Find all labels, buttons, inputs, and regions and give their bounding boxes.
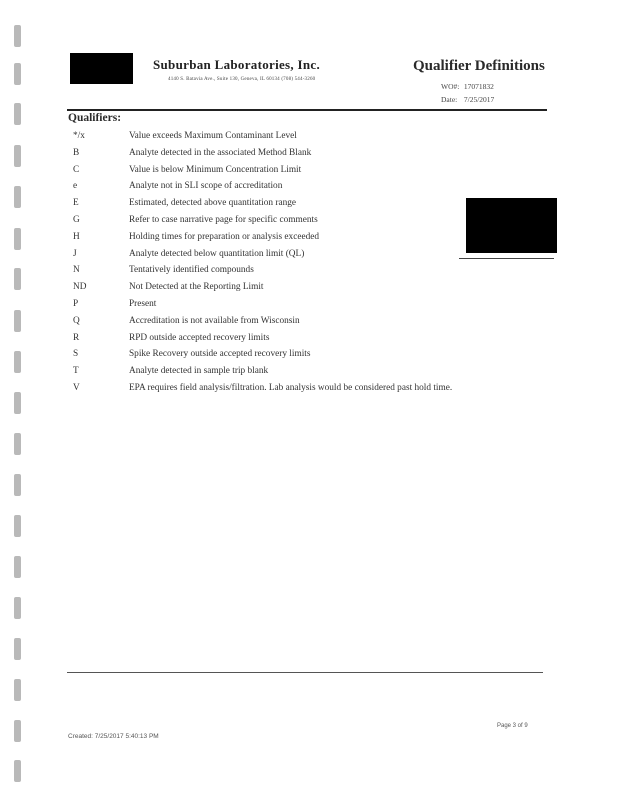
qualifier-definition: Present bbox=[129, 298, 157, 309]
signature-line bbox=[459, 258, 554, 259]
qualifier-code: G bbox=[73, 214, 80, 225]
qualifier-definition: Analyte detected in the associated Method Blank bbox=[129, 147, 312, 158]
qualifier-list bbox=[0, 131, 618, 400]
qualifier-row bbox=[0, 181, 618, 198]
logo-redaction bbox=[70, 53, 133, 84]
qualifier-code: E bbox=[73, 198, 79, 209]
qualifier-definition: Estimated, detected above quantitation range bbox=[129, 198, 297, 209]
qualifier-definition: EPA requires field analysis/filtration. Lab analysis would be considered past hold time. bbox=[129, 382, 453, 393]
qualifier-code: C bbox=[73, 164, 80, 175]
edge-mark bbox=[14, 760, 21, 782]
qualifier-definition: Value exceeds Maximum Contaminant Level bbox=[129, 131, 297, 141]
report-date bbox=[441, 95, 494, 104]
edge-mark bbox=[14, 63, 21, 85]
edge-mark bbox=[14, 433, 21, 455]
qualifier-row bbox=[0, 366, 618, 383]
qualifier-row bbox=[0, 165, 618, 182]
work-order bbox=[441, 82, 494, 91]
qualifier-code: N bbox=[73, 265, 80, 276]
qualifier-row bbox=[0, 299, 618, 316]
work-order-value: 17071832 bbox=[463, 82, 494, 91]
qualifier-row bbox=[0, 265, 618, 282]
qualifier-definition: Tentatively identified compounds bbox=[129, 265, 254, 276]
report-date-label: Date: bbox=[441, 95, 458, 104]
page-number: Page 3 of 9 bbox=[497, 723, 528, 729]
edge-mark bbox=[14, 474, 21, 496]
edge-mark bbox=[14, 515, 21, 537]
qualifier-definition: Holding times for preparation or analysis exceeded bbox=[129, 231, 320, 242]
qualifier-code: P bbox=[73, 298, 79, 309]
qualifier-code: B bbox=[73, 147, 80, 158]
qualifier-code: e bbox=[73, 181, 78, 192]
edge-mark bbox=[14, 679, 21, 701]
edge-mark bbox=[14, 720, 21, 742]
qualifier-row bbox=[0, 282, 618, 299]
footer-divider bbox=[67, 672, 543, 673]
qualifier-code: R bbox=[73, 332, 80, 343]
qualifier-row bbox=[0, 349, 618, 366]
qualifier-code: T bbox=[73, 366, 79, 377]
edge-mark bbox=[14, 103, 21, 125]
qualifier-code: H bbox=[73, 231, 80, 242]
qualifier-definition: Analyte detected below quantitation limit (QL) bbox=[129, 248, 305, 259]
qualifier-code: V bbox=[73, 382, 80, 393]
edge-mark bbox=[14, 597, 21, 619]
header-divider bbox=[67, 109, 547, 111]
qualifier-code: Q bbox=[73, 315, 80, 326]
qualifier-definition: Refer to case narrative page for specific comments bbox=[129, 214, 318, 225]
document-title: Qualifier Definitions bbox=[413, 58, 545, 74]
qualifier-definition: Value is below Minimum Concentration Limit bbox=[129, 164, 302, 175]
created-timestamp: Created: 7/25/2017 5:40:13 PM bbox=[68, 733, 159, 740]
report-date-value: 7/25/2017 bbox=[463, 95, 495, 104]
qualifier-definition: Not Detected at the Reporting Limit bbox=[129, 282, 264, 293]
qualifier-definition: Accreditation is not available from Wisconsin bbox=[129, 315, 300, 326]
edge-mark bbox=[14, 556, 21, 578]
edge-mark bbox=[14, 638, 21, 660]
qualifier-definition: RPD outside accepted recovery limits bbox=[129, 332, 270, 343]
qualifier-definition: Spike Recovery outside accepted recovery limits bbox=[129, 349, 311, 360]
work-order-label: WO#: bbox=[441, 82, 460, 91]
qualifier-row bbox=[0, 383, 618, 400]
signature-redaction bbox=[466, 198, 557, 253]
qualifier-code: ND bbox=[73, 282, 87, 293]
qualifier-row bbox=[0, 131, 618, 148]
qualifier-row bbox=[0, 316, 618, 333]
company-address: 4140 S. Batavia Ave., Suite 130, Geneva, IL 60134 (708) 544-3260 bbox=[168, 77, 316, 82]
company-name: Suburban Laboratories, Inc. bbox=[153, 57, 321, 72]
edge-mark bbox=[14, 25, 21, 47]
qualifier-row bbox=[0, 333, 618, 350]
qualifier-code: J bbox=[73, 248, 77, 259]
qualifier-definition: Analyte not in SLI scope of accreditation bbox=[129, 181, 283, 192]
qualifier-definition: Analyte detected in sample trip blank bbox=[129, 366, 269, 377]
qualifier-row bbox=[0, 148, 618, 165]
qualifier-code: S bbox=[73, 349, 79, 360]
section-heading: Qualifiers: bbox=[68, 112, 122, 124]
qualifier-code: */x bbox=[73, 131, 85, 141]
